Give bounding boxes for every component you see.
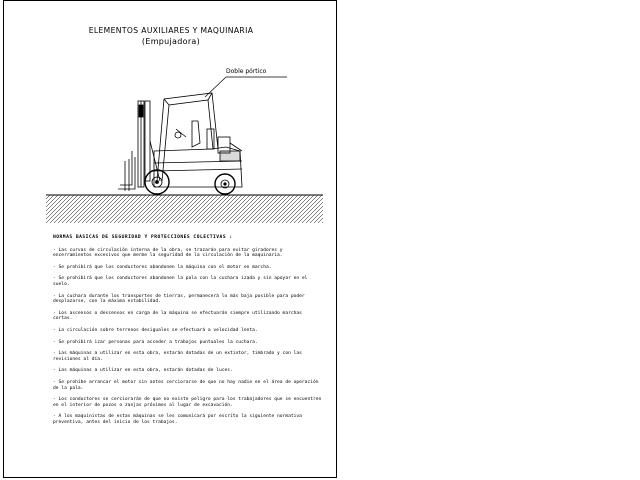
safety-rule: - Las curvas de circulación interna de la obra, se trazarán para evitar giradores y encerramientos excesivos que merme la seguridad de la circulación de la maquinaria. bbox=[53, 247, 283, 259]
safety-rule: - Se prohibirá que los conductores abandonen la pala con la cuchara izada y sin apoyar en el suelo. bbox=[53, 276, 308, 287]
safety-rule: - La cuchara durante los transportes de tierras, permanecerá lo más baja posible para poder desplazarse, con la máxima estabilidad. bbox=[53, 293, 305, 305]
callout-leader bbox=[205, 77, 287, 97]
safety-notes bbox=[53, 235, 323, 431]
safety-rule: - Los conductores se cerciorarán de que no existe peligro para los trabajadores que se encuentren en el interior de pozos o zanjas próximos al lugar de excavación. bbox=[53, 397, 322, 408]
forklift-figure bbox=[118, 93, 242, 194]
safety-rule: - Los ascensos o descensos en carga de la máquina se efectuarán siempre utilizando marchas cortas. bbox=[53, 310, 302, 322]
safety-rule: - Las máquinas a utilizar en esta obra, estarán dotadas de un extintor, timbrado y con las revisiones al día. bbox=[53, 351, 302, 362]
ground-hatch bbox=[46, 195, 323, 223]
sheet-title: ELEMENTOS AUXILIARES Y MAQUINARIA bbox=[88, 26, 254, 35]
forklift-drawing bbox=[4, 1, 338, 233]
notes-heading: NORMAS BASICAS DE SEGURIDAD Y PROTECCIONES COLECTIVAS : bbox=[53, 235, 233, 240]
drawing-sheet bbox=[3, 0, 337, 478]
safety-rule: - Se prohibirá izar personas para acceder a trabajos puntuales la cuchara. bbox=[53, 339, 258, 345]
safety-rule: - A los maquinistas de estas máquinas se les comunicará por escrito la siguiente normativa preventiva, antes del inicio de los trabajos. bbox=[53, 414, 302, 425]
safety-rule: - Se prohibirá que los conductores abandonen la máquina con el motor en marcha. bbox=[53, 264, 272, 270]
callout-label: Doble pórtico bbox=[226, 68, 267, 75]
sheet-subtitle: (Empujadora) bbox=[141, 37, 201, 46]
safety-rule: - Las máquinas a utilizar en esta obra, estarán dotadas de luces. bbox=[53, 368, 233, 374]
safety-rule: - La circulación sobre terrenos desiguales se efectuará a velocidad lenta. bbox=[53, 327, 258, 333]
safety-rule: - Se prohíbe arrancar el motor sin antes cerciorarse de que no hay nadie en el área de operación de la pala. bbox=[53, 379, 319, 391]
